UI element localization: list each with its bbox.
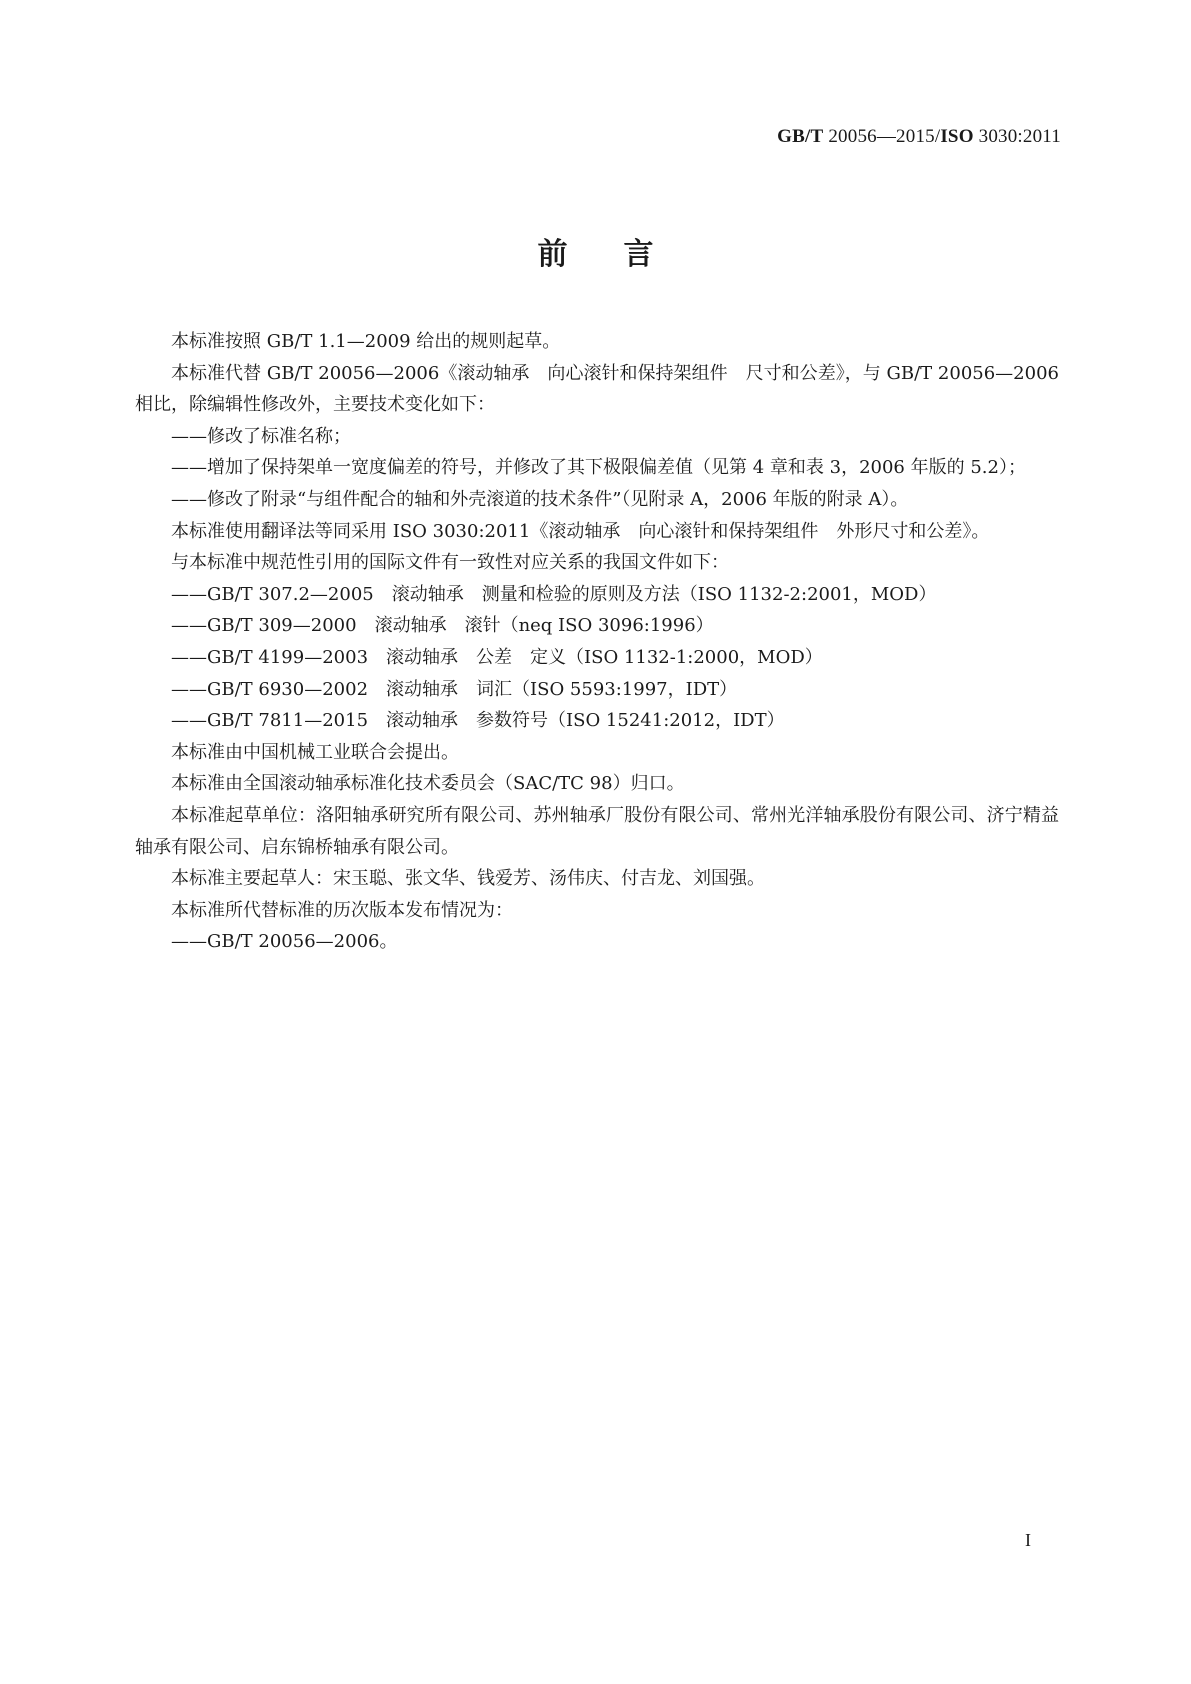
page-number: I (1025, 1530, 1031, 1550)
paragraph: 本标准主要起草人：宋玉聪、张文华、钱爱芳、汤伟庆、付吉龙、刘国强。 (171, 868, 765, 890)
list-item: ——GB/T 4199—2003 滚动轴承 公差 定义（ISO 1132-1:2000，MOD） (171, 646, 823, 668)
header-code-number: 20056—2015/ (823, 126, 941, 147)
list-item: ——增加了保持架单一宽度偏差的符号，并修改了其下极限偏差值（见第 4 章和表 3，2006 年版的 5.2）； (171, 457, 1026, 479)
paragraph: 本标准由中国机械工业联合会提出。 (171, 741, 459, 763)
header-code-iso: ISO (940, 126, 974, 147)
list-item: ——修改了附录“与组件配合的轴和外壳滚道的技术条件”（见附录 A，2006 年版的附录 A）。 (171, 488, 909, 510)
header-code-gbt: GB/T (777, 126, 824, 147)
foreword-body (135, 326, 1059, 958)
list-item: ——GB/T 307.2—2005 滚动轴承 测量和检验的原则及方法（ISO 1132-2:2001，MOD） (171, 583, 937, 605)
paragraph: 本标准起草单位：洛阳轴承研究所有限公司、苏州轴承厂股份有限公司、常州光洋轴承股份有限公司、济宁精益轴承有限公司、启东锦桥轴承有限公司。 (135, 804, 1059, 858)
list-item: ——GB/T 20056—2006。 (171, 931, 398, 953)
paragraph: 本标准由全国滚动轴承标准化技术委员会（SAC/TC 98）归口。 (171, 773, 685, 795)
paragraph: 本标准按照 GB/T 1.1—2009 给出的规则起草。 (171, 331, 561, 352)
paragraph: 本标准所代替标准的历次版本发布情况为： (171, 899, 513, 921)
list-item: ——GB/T 6930—2002 滚动轴承 词汇（ISO 5593:1997，IDT） (171, 678, 738, 700)
list-item: ——修改了标准名称； (171, 425, 351, 447)
standard-code-header (777, 126, 1061, 148)
list-item: ——GB/T 7811—2015 滚动轴承 参数符号（ISO 15241:2012，IDT） (171, 710, 785, 732)
page-title: 前言 (537, 237, 710, 272)
paragraph: 本标准代替 GB/T 20056—2006《滚动轴承 向心滚针和保持架组件 尺寸和公差》，与 GB/T 20056—2006 相比，除编辑性修改外，主要技术变化如下： (135, 362, 1059, 416)
list-item: ——GB/T 309—2000 滚动轴承 滚针（neq ISO 3096:1996） (171, 615, 714, 637)
paragraph: 本标准使用翻译法等同采用 ISO 3030:2011《滚动轴承 向心滚针和保持架组件 外形尺寸和公差》。 (171, 520, 990, 542)
header-code-iso-number: 3030:2011 (973, 126, 1061, 147)
paragraph: 与本标准中规范性引用的国际文件有一致性对应关系的我国文件如下： (171, 552, 729, 574)
